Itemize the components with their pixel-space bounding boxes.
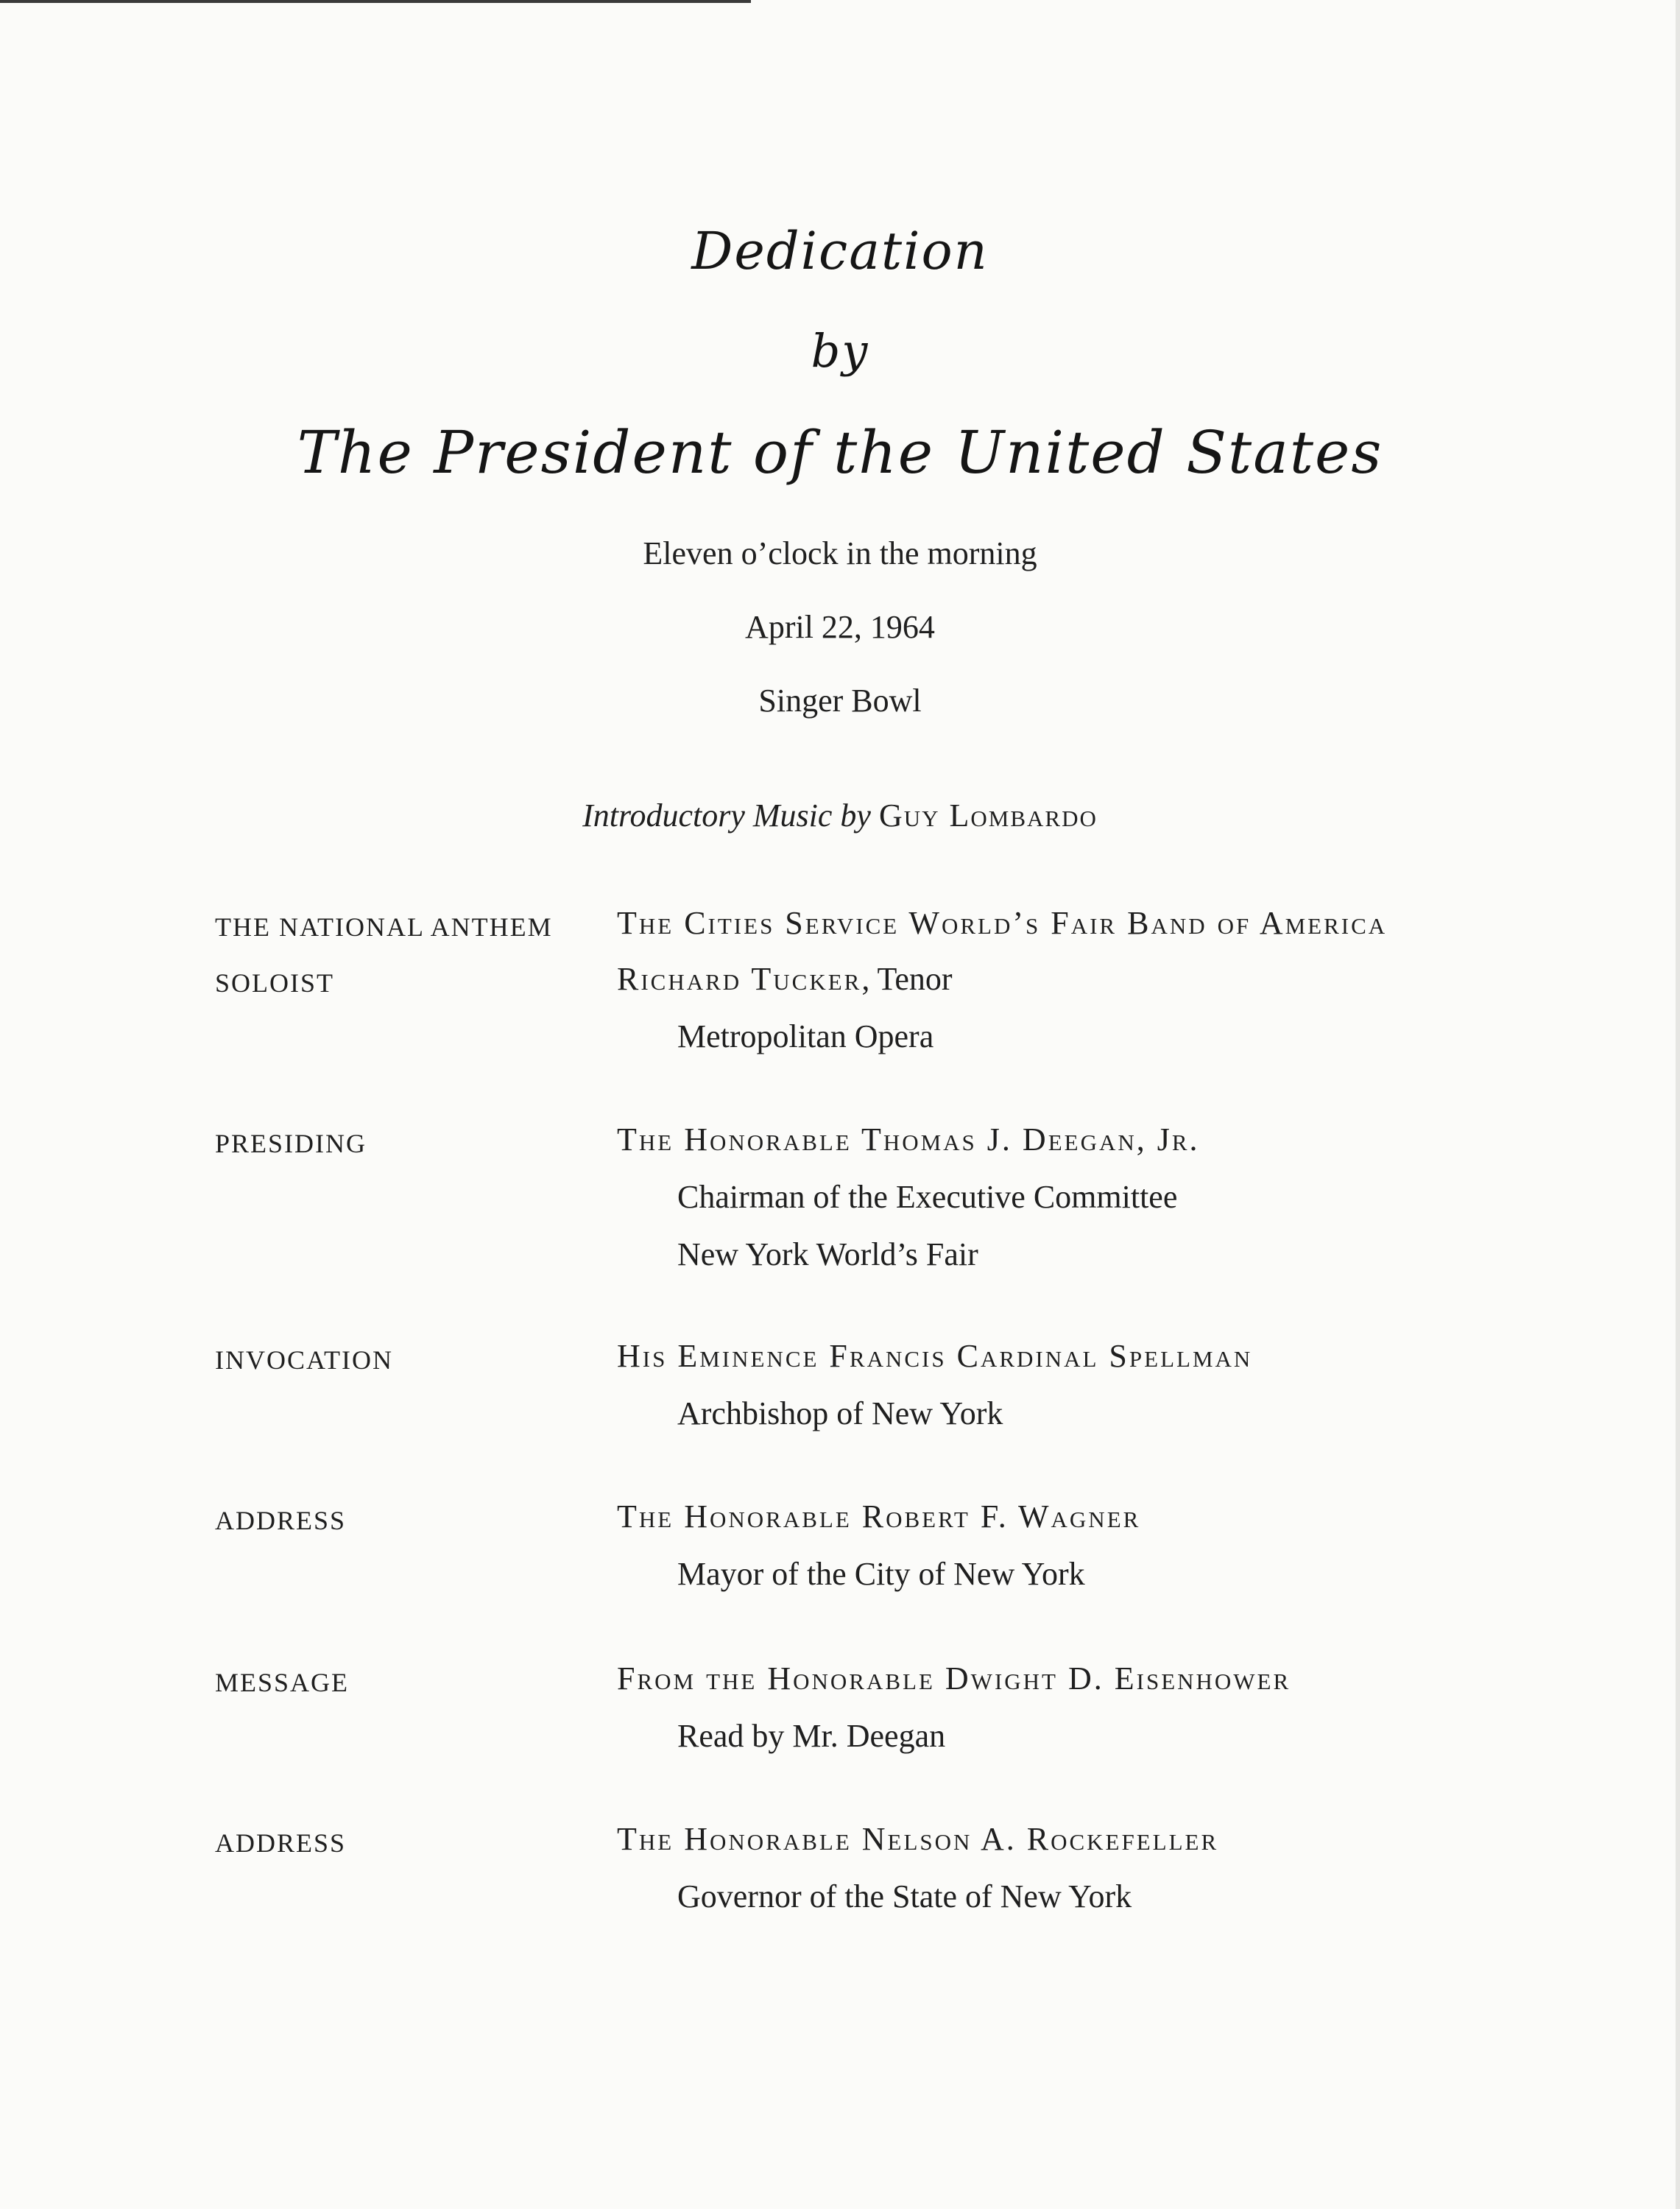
- program-participant: The Honorable Robert F. Wagner: [617, 1498, 1141, 1535]
- program-participant: The Honorable Thomas J. Deegan, Jr.: [617, 1121, 1200, 1158]
- program-participant: His Eminence Francis Cardinal Spellman: [617, 1338, 1253, 1374]
- event-venue: Singer Bowl: [758, 683, 922, 719]
- program-label: ADDRESS: [215, 1506, 347, 1535]
- soloist-name: Richard Tucker: [617, 961, 862, 997]
- program-detail: Read by Mr. Deegan: [677, 1718, 946, 1754]
- program-detail: Metropolitan Opera: [677, 1018, 934, 1054]
- introductory-music-line: [0, 797, 1680, 834]
- program-label: MESSAGE: [215, 1668, 350, 1697]
- title-dedication: Dedication: [691, 221, 989, 281]
- intro-prefix: Introductory Music by: [582, 797, 871, 834]
- program-detail: Archbishop of New York: [677, 1395, 1003, 1431]
- program-participant: The Cities Service World’s Fair Band of America: [617, 905, 1388, 941]
- title-president: The President of the United States: [297, 418, 1383, 487]
- program-detail: New York World’s Fair: [677, 1236, 978, 1272]
- program-participant: The Honorable Nelson A. Rockefeller: [617, 1821, 1219, 1857]
- program-label: INVOCATION: [215, 1345, 393, 1375]
- intro-performer: Guy Lombardo: [878, 797, 1098, 834]
- event-date: April 22, 1964: [745, 609, 935, 645]
- program-label: ADDRESS: [215, 1828, 347, 1858]
- event-time: Eleven o’clock in the morning: [643, 535, 1037, 571]
- program-label: SOLOIST: [215, 968, 335, 998]
- program-label: PRESIDING: [215, 1129, 367, 1158]
- program-label: THE NATIONAL ANTHEM: [215, 912, 553, 942]
- program-detail: Governor of the State of New York: [677, 1878, 1132, 1914]
- program-participant: [617, 960, 953, 998]
- program-participant: From the Honorable Dwight D. Eisenhower: [617, 1660, 1291, 1697]
- program-detail: Mayor of the City of New York: [677, 1556, 1085, 1592]
- soloist-role: , Tenor: [861, 961, 953, 997]
- page-top-rule: [0, 0, 751, 3]
- title-by: by: [811, 324, 869, 378]
- program-detail: Chairman of the Executive Committee: [677, 1179, 1178, 1215]
